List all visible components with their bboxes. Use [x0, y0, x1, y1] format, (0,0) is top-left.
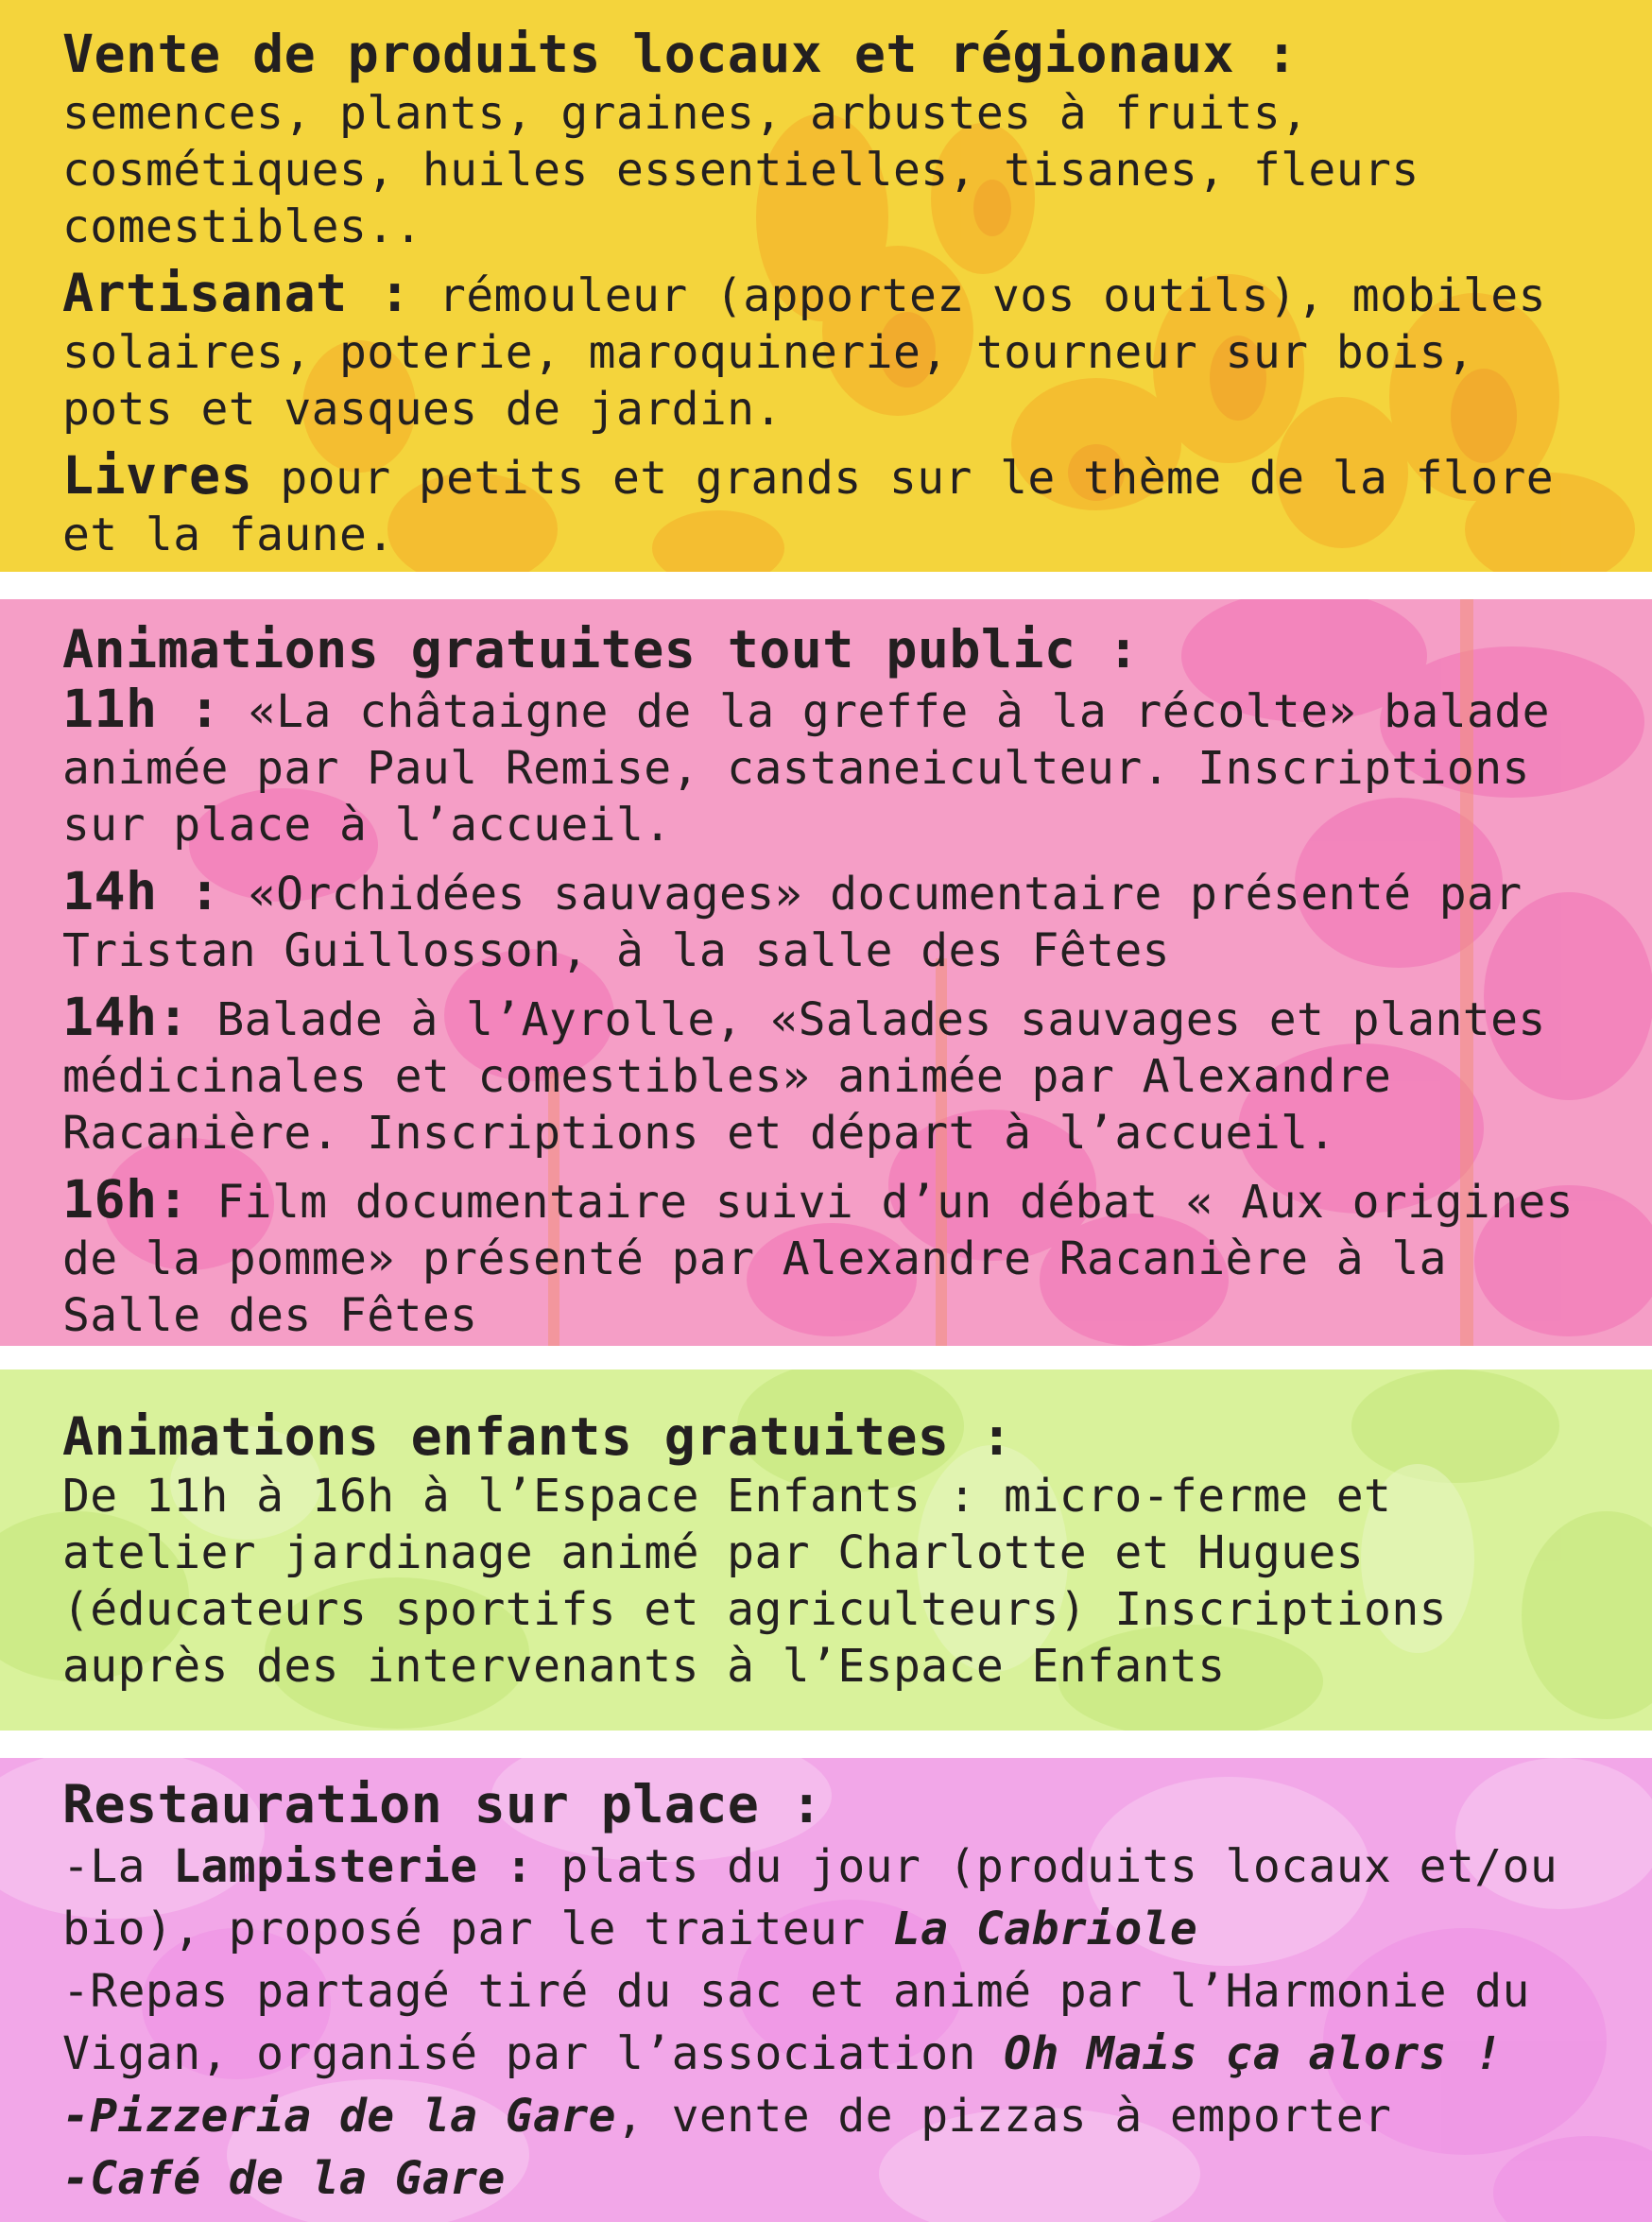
pizzeria-text: , vente de pizzas à emporter: [615, 2090, 1392, 2143]
event-time: 14h :: [62, 861, 221, 922]
event-item: [62, 680, 1605, 853]
livres-label: Livres: [62, 445, 253, 506]
section-vente-produits: [0, 0, 1652, 572]
event-time: 11h :: [62, 679, 221, 739]
restaurant-item: [62, 1960, 1605, 2085]
section-animations-tout-public: [0, 599, 1652, 1346]
traiteur-name: La Cabriole: [892, 1903, 1198, 1955]
section-heading: Restauration sur place :: [62, 1774, 823, 1834]
section-restauration: [0, 1758, 1652, 2222]
section-animations-enfants: [0, 1369, 1652, 1731]
section-heading: Animations gratuites tout public :: [62, 619, 1140, 680]
event-item: [62, 1171, 1605, 1344]
restaurant-item: [62, 2085, 1605, 2147]
artisanat-label: Artisanat :: [62, 263, 411, 323]
event-time: 16h:: [62, 1169, 190, 1230]
event-description: «La châtaigne de la greffe à la récolte» balade animée par Paul Remise, castaneiculteur. Inscriptions sur place à l’accueil.: [62, 685, 1550, 852]
section-heading: Animations enfants gratuites :: [62, 1406, 1013, 1467]
event-item: [62, 989, 1605, 1162]
lampisterie-name: Lampisterie :: [173, 1840, 534, 1893]
restaurant-item: [62, 2147, 1605, 2210]
restaurant-item: [62, 1835, 1605, 1960]
event-time: 14h:: [62, 987, 190, 1047]
event-description: «Orchidées sauvages» documentaire présenté par Tristan Guillosson, à la salle des Fêtes: [62, 868, 1523, 977]
event-description: Film documentaire suivi d’un débat « Aux origines de la pomme» présenté par Alexandre Racanière à la Salle des Fêtes: [62, 1176, 1574, 1342]
event-description: Balade à l’Ayrolle, «Salades sauvages et plantes médicinales et comestibles» animée par Alexandre Racanière. Inscriptions et départ à l’accueil.: [62, 993, 1546, 1160]
item-prefix: -La: [62, 1840, 174, 1893]
lampisterie-text: plats du jour (produits locaux et/ou bio), proposé par le traiteur: [62, 1840, 1558, 1955]
cafe-name: -Café de la Gare: [62, 2152, 506, 2205]
enfants-text: De 11h à 16h à l’Espace Enfants : micro-ferme et atelier jardinage animé par Charlotte et Hugues (éducateurs sportifs et agriculteurs) Inscriptions auprès des intervenants à l’Espace Enfants: [62, 1470, 1447, 1693]
section-heading: Vente de produits locaux et régionaux :: [62, 24, 1298, 84]
products-list: semences, plants, graines, arbustes à fruits, cosmétiques, huiles essentielles, tisanes, fleurs comestibles..: [62, 87, 1420, 253]
livres-text: pour petits et grands sur le thème de la flore et la faune.: [62, 452, 1555, 561]
repas-text: -Repas partagé tiré du sac et animé par l’Harmonie du Vigan, organisé par l’association: [62, 1965, 1530, 2080]
association-name: Oh Mais ça alors !: [1004, 2027, 1503, 2080]
artisanat-text: rémouleur (apportez vos outils), mobiles solaires, poterie, maroquinerie, tourneur sur bois, pots et vasques de jardin.: [62, 269, 1546, 436]
event-item: [62, 863, 1605, 979]
pizzeria-name: -Pizzeria de la Gare: [62, 2090, 616, 2143]
